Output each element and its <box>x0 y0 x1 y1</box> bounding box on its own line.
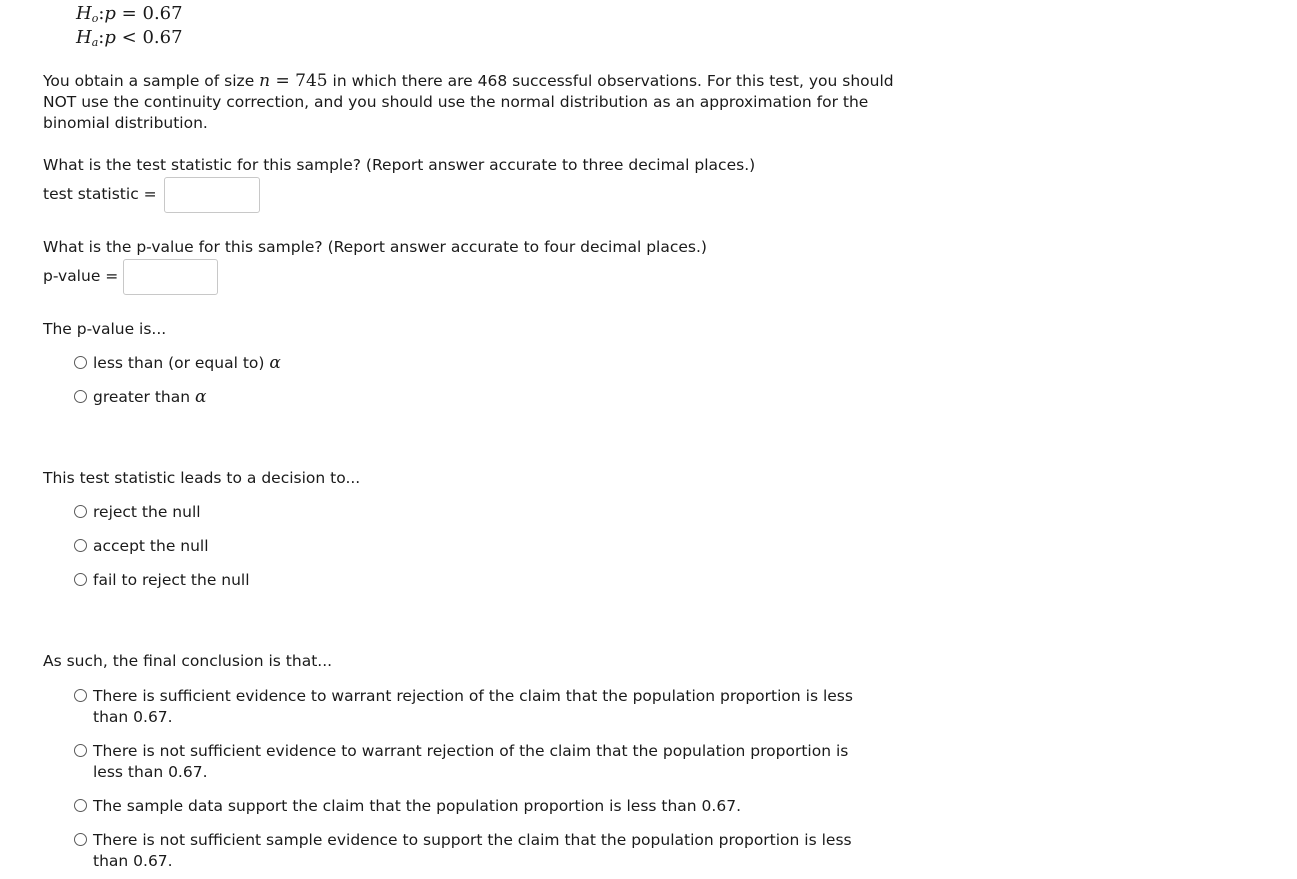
test-statistic-question: What is the test statistic for this sample? (Report answer accurate to three decimal places.) <box>43 156 756 174</box>
problem-text-end: in which there are 468 successful observations. For this test, you should NOT use the continuity correction, and you should use the normal distribution as an approximation for the binomial distribution. <box>43 72 894 132</box>
p-value-input[interactable] <box>123 259 218 295</box>
alpha-symbol: α <box>269 353 281 373</box>
decision-question: This test statistic leads to a decision to... <box>43 469 361 487</box>
p-value-question: What is the p-value for this sample? (Report answer accurate to four decimal places.) <box>43 238 707 256</box>
option-less-than-alpha[interactable] <box>74 353 281 373</box>
radio-button[interactable] <box>74 539 87 552</box>
problem-text-start: You obtain a sample of size <box>43 72 260 90</box>
radio-button[interactable] <box>74 833 87 846</box>
p-value-comparison-question: The p-value is... <box>43 320 167 338</box>
option-reject-null[interactable] <box>74 503 201 521</box>
alpha-symbol: α <box>194 387 207 407</box>
h0-colon: : <box>98 3 105 24</box>
p-value-label: p-value = <box>43 267 119 285</box>
ha-symbol: H <box>76 27 92 48</box>
option-label: less than (or equal to) <box>93 354 265 372</box>
radio-button[interactable] <box>74 505 87 518</box>
option-label-continued: than 0.67. <box>93 708 173 726</box>
sample-size-value: 745 <box>295 71 328 91</box>
h0-operator: = <box>121 3 137 24</box>
option-label: The sample data support the claim that the population proportion is less than 0.67. <box>93 797 741 815</box>
option-label: There is not sufficient evidence to warrant rejection of the claim that the population proportion is <box>93 742 849 760</box>
ha-colon: : <box>98 27 105 48</box>
option-fail-to-reject-null[interactable] <box>74 571 250 589</box>
conclusion-question: As such, the final conclusion is that... <box>43 652 333 670</box>
radio-button[interactable] <box>74 689 87 702</box>
test-statistic-input[interactable] <box>164 177 260 213</box>
option-label: There is sufficient evidence to warrant rejection of the claim that the population proportion is less <box>93 687 853 705</box>
option-greater-than-alpha[interactable] <box>74 387 206 407</box>
radio-button[interactable] <box>74 799 87 812</box>
option-accept-null[interactable] <box>74 537 209 555</box>
radio-button[interactable] <box>74 390 87 403</box>
radio-button[interactable] <box>74 356 87 369</box>
option-label-continued: less than 0.67. <box>93 763 208 781</box>
ha-value: 0.67 <box>142 27 183 48</box>
option-label-continued: than 0.67. <box>93 852 173 870</box>
test-statistic-label: test statistic = <box>43 185 157 203</box>
radio-button[interactable] <box>74 744 87 757</box>
option-label: accept the null <box>93 537 209 555</box>
ha-subscript: a <box>91 36 99 49</box>
option-conclusion-4[interactable] <box>74 830 914 872</box>
option-conclusion-2[interactable] <box>74 741 914 783</box>
problem-statement <box>43 71 918 134</box>
option-label: fail to reject the null <box>93 571 250 589</box>
ha-operator: < <box>121 27 137 48</box>
radio-button[interactable] <box>74 573 87 586</box>
option-conclusion-1[interactable] <box>74 686 914 728</box>
h0-value: 0.67 <box>142 3 183 24</box>
h0-subscript: o <box>91 12 99 25</box>
ha-variable: p <box>104 27 116 48</box>
option-label: There is not sufficient sample evidence to support the claim that the population proportion is less <box>93 831 852 849</box>
option-label: greater than <box>93 388 191 406</box>
alternative-hypothesis <box>76 26 183 55</box>
h0-symbol: H <box>76 3 92 24</box>
option-label: reject the null <box>93 503 201 521</box>
h0-variable: p <box>104 3 116 24</box>
option-conclusion-3[interactable] <box>74 796 914 817</box>
sample-size-equals: = <box>270 71 296 91</box>
sample-size-variable: n <box>259 71 271 91</box>
